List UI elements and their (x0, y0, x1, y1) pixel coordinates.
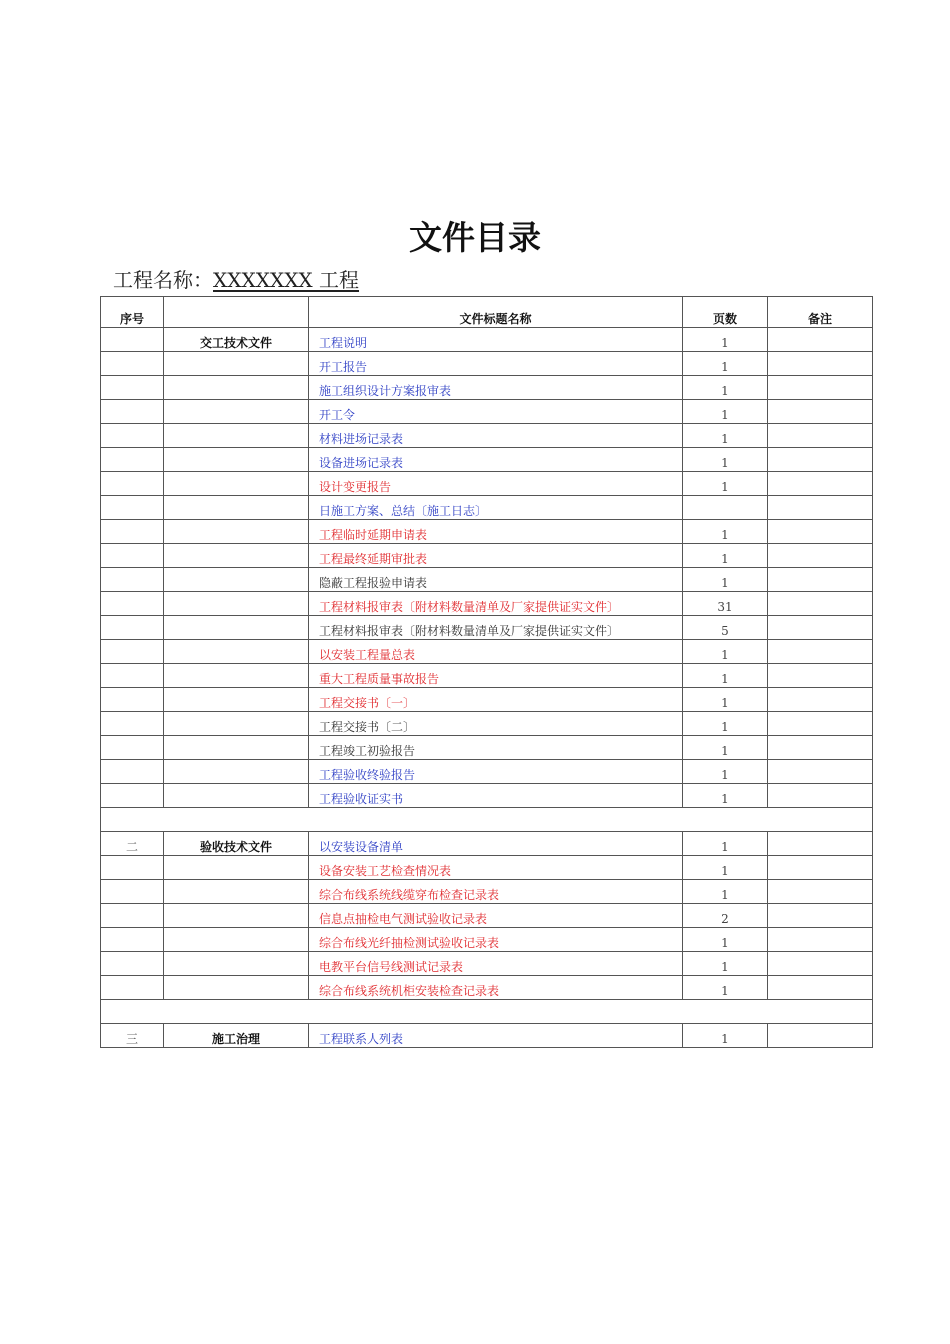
row-file-title: 重大工程质量事故报告 (309, 664, 683, 688)
table-row (101, 496, 873, 520)
header-note: 备注 (768, 297, 873, 328)
row-page-count: 1 (683, 640, 768, 664)
row-file-title: 工程验收证实书 (309, 784, 683, 808)
row-seq-cell (101, 712, 164, 736)
row-category-cell (164, 736, 309, 760)
table-row (101, 472, 873, 496)
table-row (101, 856, 873, 880)
row-file-title: 设备安装工艺检查情况表 (309, 856, 683, 880)
row-category-cell (164, 376, 309, 400)
row-file-title: 施工组织设计方案报审表 (309, 376, 683, 400)
row-seq-cell (101, 688, 164, 712)
row-seq-cell (101, 928, 164, 952)
row-note-cell (768, 352, 873, 376)
table-row (101, 520, 873, 544)
row-category-cell (164, 616, 309, 640)
table-row (101, 568, 873, 592)
row-seq-cell (101, 976, 164, 1000)
row-seq-cell (101, 904, 164, 928)
row-note-cell (768, 904, 873, 928)
header-name: 文件标题名称 (309, 297, 683, 328)
table-row (101, 352, 873, 376)
row-note-cell (768, 472, 873, 496)
row-note-cell (768, 328, 873, 352)
row-category-cell (164, 952, 309, 976)
table-row (101, 952, 873, 976)
row-category-cell (164, 664, 309, 688)
row-page-count: 1 (683, 352, 768, 376)
row-file-title: 信息点抽检电气测试验收记录表 (309, 904, 683, 928)
row-seq-cell (101, 352, 164, 376)
row-note-cell (768, 856, 873, 880)
table-row (101, 760, 873, 784)
table-row (101, 376, 873, 400)
row-file-title: 工程材料报审表〔附材料数量清单及厂家提供证实文件〕 (309, 616, 683, 640)
row-note-cell (768, 688, 873, 712)
row-page-count: 1 (683, 832, 768, 856)
row-page-count: 1 (683, 664, 768, 688)
row-page-count: 1 (683, 976, 768, 1000)
table-body (101, 328, 873, 1048)
table-row (101, 640, 873, 664)
row-file-title: 电教平台信号线测试记录表 (309, 952, 683, 976)
row-seq-cell (101, 880, 164, 904)
table-row (101, 688, 873, 712)
row-page-count: 1 (683, 880, 768, 904)
row-page-count: 1 (683, 520, 768, 544)
row-file-title: 工程竣工初验报告 (309, 736, 683, 760)
section-separator-row (101, 1000, 873, 1024)
row-seq-cell (101, 856, 164, 880)
table-row (101, 712, 873, 736)
row-category-cell (164, 472, 309, 496)
row-seq-cell (101, 784, 164, 808)
row-category-cell (164, 568, 309, 592)
table-row (101, 448, 873, 472)
row-seq-cell (101, 616, 164, 640)
row-page-count (683, 496, 768, 520)
row-note-cell (768, 952, 873, 976)
row-seq-cell (101, 568, 164, 592)
row-page-count: 1 (683, 1024, 768, 1048)
row-category-cell (164, 688, 309, 712)
row-category-cell (164, 712, 309, 736)
table-row (101, 424, 873, 448)
row-note-cell (768, 640, 873, 664)
row-page-count: 1 (683, 784, 768, 808)
row-note-cell (768, 832, 873, 856)
table-row (101, 832, 873, 856)
row-seq-cell (101, 472, 164, 496)
separator-cell (101, 1000, 873, 1024)
table-row (101, 328, 873, 352)
row-file-title: 以安装工程量总表 (309, 640, 683, 664)
row-category-cell (164, 400, 309, 424)
row-category-cell (164, 784, 309, 808)
row-category-cell (164, 856, 309, 880)
row-category-cell (164, 760, 309, 784)
header-seq: 序号 (101, 297, 164, 328)
row-page-count: 1 (683, 328, 768, 352)
row-file-title: 工程验收终验报告 (309, 760, 683, 784)
row-seq-cell (101, 496, 164, 520)
header-pages: 页数 (683, 297, 768, 328)
row-category-cell (164, 976, 309, 1000)
section-separator-row (101, 808, 873, 832)
row-category-cell (164, 544, 309, 568)
row-page-count: 1 (683, 544, 768, 568)
row-note-cell (768, 1024, 873, 1048)
row-file-title: 综合布线光纤抽检测试验收记录表 (309, 928, 683, 952)
row-seq-cell (101, 424, 164, 448)
table-row (101, 976, 873, 1000)
row-page-count: 1 (683, 424, 768, 448)
row-file-title: 设计变更报告 (309, 472, 683, 496)
row-note-cell (768, 616, 873, 640)
row-page-count: 1 (683, 928, 768, 952)
row-file-title: 综合布线系统机柜安装检查记录表 (309, 976, 683, 1000)
table-row (101, 400, 873, 424)
row-seq-cell (101, 376, 164, 400)
row-category-cell (164, 496, 309, 520)
row-page-count: 5 (683, 616, 768, 640)
row-page-count: 1 (683, 856, 768, 880)
table-row (101, 736, 873, 760)
row-page-count: 1 (683, 400, 768, 424)
row-file-title: 工程临时延期申请表 (309, 520, 683, 544)
row-file-title: 开工令 (309, 400, 683, 424)
row-file-title: 工程最终延期审批表 (309, 544, 683, 568)
row-file-title: 工程说明 (309, 328, 683, 352)
row-category-cell (164, 448, 309, 472)
row-file-title: 以安装设备清单 (309, 832, 683, 856)
row-seq-cell (101, 592, 164, 616)
table-header-row (101, 297, 873, 328)
row-file-title: 工程交接书〔一〕 (309, 688, 683, 712)
row-category-cell: 交工技术文件 (164, 328, 309, 352)
row-category-cell (164, 520, 309, 544)
row-file-title: 工程材料报审表〔附材料数量清单及厂家提供证实文件〕 (309, 592, 683, 616)
row-seq-cell: 二 (101, 832, 164, 856)
table-row (101, 784, 873, 808)
row-note-cell (768, 976, 873, 1000)
table-row (101, 904, 873, 928)
row-note-cell (768, 784, 873, 808)
row-file-title: 开工报告 (309, 352, 683, 376)
row-page-count: 1 (683, 688, 768, 712)
row-note-cell (768, 568, 873, 592)
table-row (101, 592, 873, 616)
table-row (101, 544, 873, 568)
row-seq-cell: 三 (101, 1024, 164, 1048)
row-seq-cell (101, 664, 164, 688)
table-row (101, 880, 873, 904)
row-page-count: 1 (683, 472, 768, 496)
page-title: 文件目录 (409, 218, 541, 257)
separator-cell (101, 808, 873, 832)
row-note-cell (768, 712, 873, 736)
row-category-cell: 验收技术文件 (164, 832, 309, 856)
row-page-count: 31 (683, 592, 768, 616)
row-note-cell (768, 592, 873, 616)
row-page-count: 1 (683, 760, 768, 784)
table-row (101, 664, 873, 688)
row-seq-cell (101, 736, 164, 760)
table-row (101, 1024, 873, 1048)
row-note-cell (768, 400, 873, 424)
project-name-value: XXXXXXX 工程 (213, 268, 360, 292)
row-file-title: 日施工方案、总结〔施工日志〕 (309, 496, 683, 520)
row-seq-cell (101, 640, 164, 664)
row-category-cell (164, 880, 309, 904)
row-seq-cell (101, 952, 164, 976)
row-category-cell (164, 424, 309, 448)
row-note-cell (768, 376, 873, 400)
row-page-count: 2 (683, 904, 768, 928)
row-category-cell (164, 352, 309, 376)
row-seq-cell (101, 328, 164, 352)
row-note-cell (768, 520, 873, 544)
row-category-cell (164, 592, 309, 616)
row-note-cell (768, 880, 873, 904)
row-page-count: 1 (683, 712, 768, 736)
row-note-cell (768, 424, 873, 448)
row-page-count: 1 (683, 376, 768, 400)
row-file-title: 综合布线系统线缆穿布检查记录表 (309, 880, 683, 904)
row-note-cell (768, 448, 873, 472)
row-page-count: 1 (683, 448, 768, 472)
row-file-title: 设备进场记录表 (309, 448, 683, 472)
row-file-title: 隐蔽工程报验申请表 (309, 568, 683, 592)
row-category-cell (164, 640, 309, 664)
row-category-cell: 施工治理 (164, 1024, 309, 1048)
file-catalog-table (100, 296, 873, 1048)
row-note-cell (768, 664, 873, 688)
table-row (101, 616, 873, 640)
header-category (164, 297, 309, 328)
row-seq-cell (101, 760, 164, 784)
row-seq-cell (101, 448, 164, 472)
row-note-cell (768, 496, 873, 520)
row-note-cell (768, 928, 873, 952)
row-seq-cell (101, 544, 164, 568)
row-note-cell (768, 760, 873, 784)
row-seq-cell (101, 400, 164, 424)
project-name-label: 工程名称： (113, 268, 213, 292)
row-file-title: 材料进场记录表 (309, 424, 683, 448)
row-category-cell (164, 904, 309, 928)
row-page-count: 1 (683, 568, 768, 592)
project-name-line (113, 264, 359, 293)
row-file-title: 工程联系人列表 (309, 1024, 683, 1048)
row-file-title: 工程交接书〔二〕 (309, 712, 683, 736)
row-page-count: 1 (683, 952, 768, 976)
row-seq-cell (101, 520, 164, 544)
row-note-cell (768, 736, 873, 760)
row-page-count: 1 (683, 736, 768, 760)
row-note-cell (768, 544, 873, 568)
row-category-cell (164, 928, 309, 952)
table-row (101, 928, 873, 952)
